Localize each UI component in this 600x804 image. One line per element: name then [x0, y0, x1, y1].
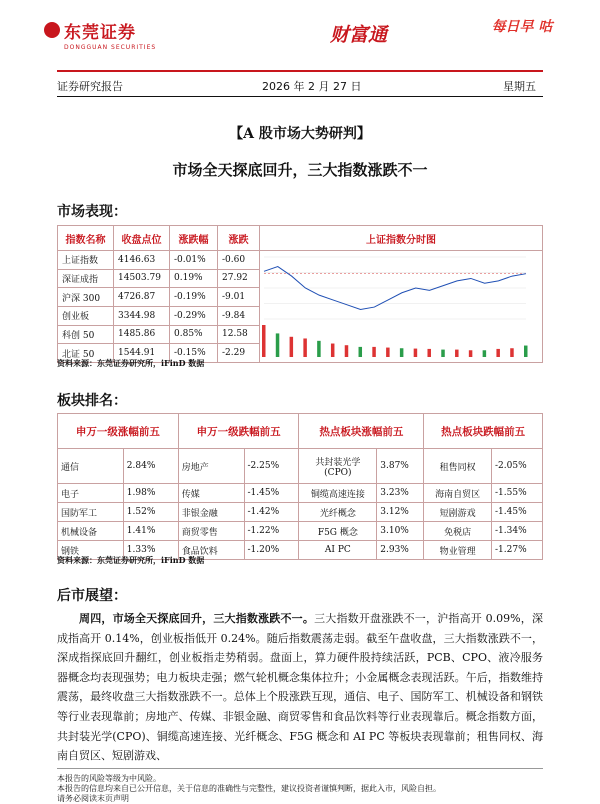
sector-table: [57, 413, 543, 560]
table-row: 科创 50 1485.86 0.85% 12.58: [58, 325, 543, 344]
table-row: 北证 50 1544.91 -0.15% -2.29: [58, 344, 543, 363]
sector-pct: 1.52%: [123, 503, 178, 522]
sector-heading: 板块排名：: [57, 393, 127, 409]
chart-volume-bar: [386, 348, 390, 357]
sector-name: 钢铁: [58, 541, 124, 560]
sector-group-title: 申万一级跌幅前五: [178, 414, 299, 449]
chart-volume-bar: [303, 338, 307, 357]
sector-pct: 3.10%: [377, 522, 424, 541]
report-date: 2026 年 2 月 27 日: [262, 80, 362, 93]
sector-pct: -1.42%: [244, 503, 299, 522]
sector-pct: -1.20%: [244, 541, 299, 560]
sector-pct: -1.22%: [244, 522, 299, 541]
table-row: [58, 484, 543, 503]
market-table: [57, 225, 543, 363]
market-heading: 市场表现：: [57, 204, 127, 220]
brand-en: DONGGUAN SECURITIES: [64, 44, 157, 51]
main-title: 市场全天探底回升，三大指数涨跌不一: [172, 161, 428, 179]
table-row: 上证指数 4146.63 -0.01% -0.60: [58, 251, 543, 270]
footer-disclaimer: 本报告的信息均来自已公开信息，关于信息的准确性与完整性，建议投资者谨慎判断，据此入市，风险自担。: [57, 784, 441, 793]
sector-group-title: 热点板块涨幅前五: [299, 414, 424, 449]
table-row: 沪深 300 4726.87 -0.19% -9.01: [58, 288, 543, 307]
chart-volume-bar: [469, 350, 473, 357]
sector-name: 光纤概念: [299, 503, 377, 522]
sector-pct: 2.84%: [123, 449, 178, 484]
sector-name: 短剧游戏: [424, 503, 492, 522]
outlook-heading: 后市展望：: [57, 588, 127, 604]
product-tag: 每日早 咕: [491, 19, 553, 35]
col-pct: 涨跌幅: [170, 226, 218, 251]
table-row: [58, 503, 543, 522]
chart-volume-bar: [262, 325, 266, 357]
sector-pct: 1.33%: [123, 541, 178, 560]
chart-volume-bar: [400, 348, 404, 357]
chart-volume-bar: [496, 349, 500, 357]
sector-name: 通信: [58, 449, 124, 484]
sector-name: 商贸零售: [178, 522, 244, 541]
intraday-chart: [260, 251, 530, 359]
sector-name: 国防军工: [58, 503, 124, 522]
sector-name: 物业管理: [424, 541, 492, 560]
chart-volume-bar: [276, 333, 280, 357]
table-row: 创业板 3344.98 -0.29% -9.84: [58, 306, 543, 325]
sector-pct: 1.98%: [123, 484, 178, 503]
sector-name: 海南自贸区: [424, 484, 492, 503]
sector-source: 资料来源：东莞证券研究所，iFinD 数据: [57, 555, 205, 565]
sector-name: 非银金融: [178, 503, 244, 522]
sector-pct: -1.34%: [492, 522, 543, 541]
chart-volume-bar: [414, 349, 418, 357]
sector-name: 传媒: [178, 484, 244, 503]
sector-pct: 3.87%: [377, 449, 424, 484]
chart-volume-bar: [455, 350, 459, 357]
sector-pct: -2.25%: [244, 449, 299, 484]
table-row: 深证成指 14503.79 0.19% 27.92: [58, 269, 543, 288]
footer-notice: 请务必阅读末页声明: [57, 794, 129, 803]
outlook-paragraph: [57, 609, 543, 766]
sector-name: 铜缆高速连接: [299, 484, 377, 503]
footer-risk: 本报告的风险等级为中风险。: [57, 774, 161, 783]
report-weekday: 星期五: [503, 80, 536, 93]
sector-pct: 3.23%: [377, 484, 424, 503]
chart-volume-bar: [510, 348, 514, 357]
sector-name: 租售同权: [424, 449, 492, 484]
sector-group-title: 热点板块跌幅前五: [424, 414, 543, 449]
product-name: 财富通: [330, 24, 388, 46]
chart-volume-bar: [359, 347, 363, 357]
sector-pct: 3.12%: [377, 503, 424, 522]
chart-volume-bar: [524, 346, 528, 357]
chart-volume-bar: [290, 337, 294, 357]
sector-name: 食品饮料: [178, 541, 244, 560]
outlook-lead: 周四，市场全天探底回升，三大指数涨跌不一。: [79, 612, 315, 625]
sector-name: 共封装光学(CPO): [299, 449, 377, 484]
sector-name: 机械设备: [58, 522, 124, 541]
footer-divider: [57, 768, 543, 769]
sector-pct: 1.41%: [123, 522, 178, 541]
sector-name: 房地产: [178, 449, 244, 484]
col-name: 指数名称: [58, 226, 114, 251]
sector-pct: -1.45%: [244, 484, 299, 503]
header-divider: [57, 70, 543, 72]
col-chg: 涨跌: [218, 226, 260, 251]
table-row: [58, 449, 543, 484]
sector-group-title: 申万一级涨幅前五: [58, 414, 179, 449]
outlook-body: 三大指数开盘涨跌不一，沪指高开 0.09%，深成指高开 0.14%，创业板指低开 0.24%。随后指数震荡走弱。截至午盘收盘，三大指数涨跌不一，深成指探底回升翻红，创业板指走势稍弱。盘面上，算力硬件股持续活跃，PCB、CPO、液冷服务器概念均表现强势；电力板块走强；燃气轮机概念集体拉升；小金属概念表现活跃。午后，指数维持震荡，最终收盘三大指数涨跌不一。总体上个股涨跌互现，通信、电子、国防军工、机械设备和钢铁等行业表现靠前；房地产、传媒、非银金融、商贸零售和食品饮料等行业表现靠后。概念指数方面，共封装光学(CPO)、铜缆高速连接、光纤概念、F5G 概念和 AI PC 等板块表现靠前；租售同权、海南自贸区、短剧游戏、: [57, 612, 543, 763]
sector-pct: 2.93%: [377, 541, 424, 560]
col-chart: 上证指数分时图: [260, 226, 543, 251]
intraday-chart-cell: [260, 251, 543, 363]
section-title: 【A 股市场大势研判】: [229, 126, 371, 142]
chart-volume-bar: [331, 344, 335, 357]
brand-logo: [64, 18, 156, 51]
header-underline: [57, 96, 543, 97]
col-close: 收盘点位: [114, 226, 170, 251]
sector-pct: -1.27%: [492, 541, 543, 560]
sector-name: F5G 概念: [299, 522, 377, 541]
chart-volume-bar: [483, 350, 487, 357]
chart-volume-bar: [372, 347, 376, 357]
dgzq-logo-icon: [44, 22, 60, 38]
chart-volume-bar: [427, 349, 431, 357]
chart-volume-bar: [345, 345, 349, 357]
brand-cn: 东莞证券: [64, 23, 136, 43]
market-source: 资料来源：东莞证券研究所，iFinD 数据: [57, 358, 205, 368]
sector-pct: -2.05%: [492, 449, 543, 484]
product-logo: [330, 19, 553, 47]
sector-name: 免税店: [424, 522, 492, 541]
chart-volume-bar: [441, 350, 445, 357]
sector-pct: -1.45%: [492, 503, 543, 522]
table-row: [58, 522, 543, 541]
sector-pct: -1.55%: [492, 484, 543, 503]
chart-volume-bar: [317, 341, 321, 357]
sector-name: 电子: [58, 484, 124, 503]
sector-name: AI PC: [299, 541, 377, 560]
report-type: 证券研究报告: [57, 80, 123, 93]
